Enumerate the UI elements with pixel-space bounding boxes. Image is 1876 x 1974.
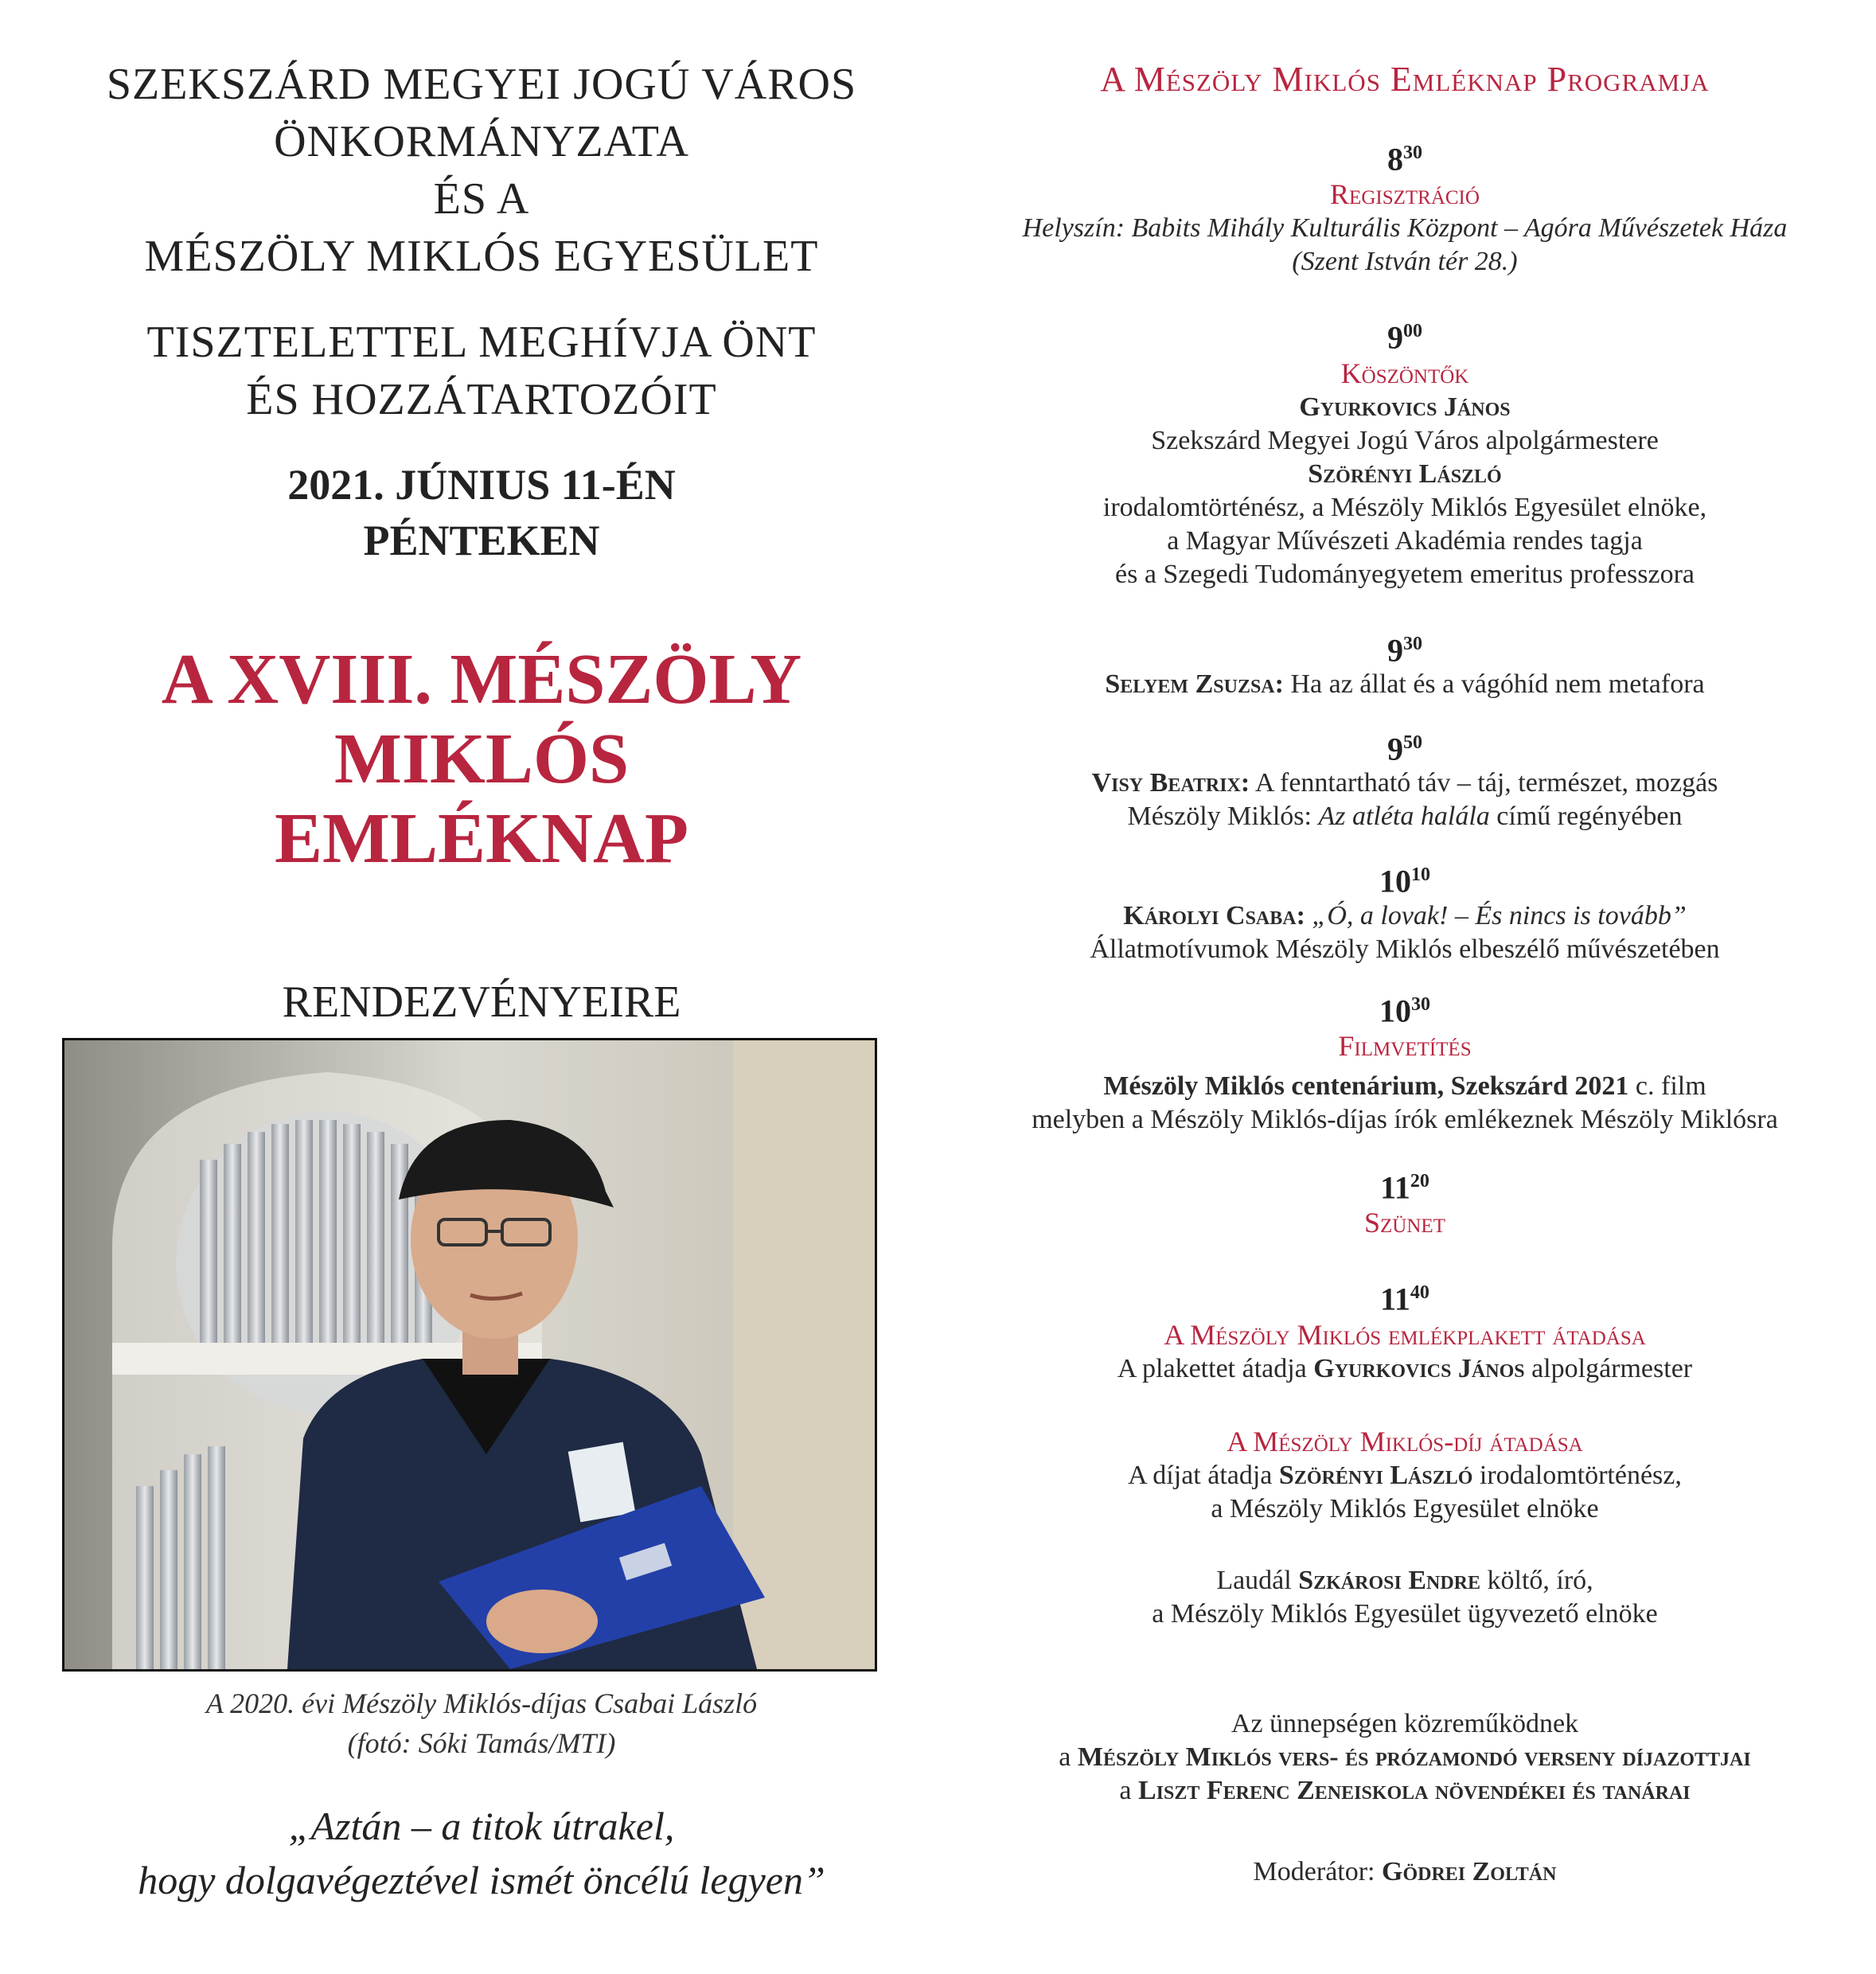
speaker-role: Szekszárd Megyei Jogú Város alpolgármestere (1151, 425, 1659, 455)
invite-line: TISZTELETTEL MEGHÍVJA ÖNT (146, 318, 817, 367)
quote-line: hogy dolgavégeztével ismét öncélú legyen” (138, 1858, 825, 1902)
program-item-talk3 (955, 857, 1855, 966)
section-title: Szünet (1364, 1207, 1445, 1239)
film-line: Mészöly Miklós centenárium, Szekszárd 2021 c. film (1103, 1071, 1706, 1101)
quote (32, 1799, 931, 1907)
program-item-registration (955, 135, 1855, 279)
contrib-intro: Az ünnepségen közreműködnek (1231, 1708, 1579, 1738)
invite-line: ÉS HOZZÁTARTOZÓIT (246, 375, 717, 424)
section-title: A Mészöly Miklós-díj átadása (1227, 1425, 1583, 1457)
rendezvenyeire-text: RENDEZVÉNYEIRE (282, 977, 681, 1027)
contrib-line: a Mészöly Miklós vers- és prózamondó verseny díjazottjai (1059, 1742, 1751, 1772)
film-desc: melyben a Mészöly Miklós-díjas írók emlékeznek Mészöly Miklósra (1032, 1104, 1778, 1134)
event-title (32, 640, 931, 879)
program-item-break (955, 1164, 1855, 1240)
section-title: Regisztráció (1330, 178, 1480, 211)
speaker-role: és a Szegedi Tudományegyetem emeritus professzora (1115, 559, 1695, 589)
speaker-name: Szörényi László (1308, 458, 1502, 489)
program-column (955, 56, 1855, 1889)
section-title: Filmvetítés (1338, 1029, 1472, 1062)
time-label: $9^{50}$ (1387, 731, 1422, 767)
caption-credit: (fotó: Sóki Tamás/MTI) (347, 1727, 616, 1759)
section-title: A Mészöly Miklós emlékplakett átadása (1164, 1318, 1646, 1351)
laudation-line: Laudál Szkárosi Endre költő, író, (1216, 1565, 1593, 1595)
venue-text: Helyszín: Babits Mihály Kulturális Központ – Agóra Művészetek Háza (1022, 213, 1788, 244)
speaker-name: Gyurkovics János (1299, 392, 1511, 422)
contrib-line: a Liszt Ferenc Zeneiskola növendékei és tanárai (1119, 1775, 1691, 1805)
talk-line: Mészöly Miklós: Az atléta halála című regényében (1127, 802, 1683, 832)
photo-caption (32, 1683, 931, 1763)
left-column (32, 56, 931, 1030)
program-item-talk2 (955, 725, 1855, 833)
title-line: A XVIII. MÉSZÖLY MIKLÓS (161, 640, 802, 798)
organizer-line: ÉS A (433, 174, 530, 224)
weekday-line: PÉNTEKEN (363, 517, 600, 564)
speaker-role: irodalomtörténész, a Mészöly Miklós Egyesület elnöke, (1102, 492, 1707, 522)
quote-line: „Aztán – a titok útrakel, (288, 1804, 675, 1848)
talk-line: Visy Beatrix: A fenntartható táv – táj, természet, mozgás (1091, 768, 1718, 798)
talk-line: Állatmotívumok Mészöly Miklós elbeszélő művészetében (1090, 934, 1720, 964)
time-label: $10^{30}$ (1379, 992, 1430, 1028)
time-label: $8^{30}$ (1387, 141, 1422, 178)
program-item-film (955, 987, 1855, 1137)
time-label: $9^{30}$ (1387, 631, 1422, 668)
time-label: $10^{10}$ (1379, 863, 1430, 899)
program-item-moderator (955, 1855, 1855, 1889)
program-item-talk1 (955, 626, 1855, 701)
title-line: EMLÉKNAP (274, 799, 688, 878)
time-label: $11^{20}$ (1380, 1169, 1429, 1206)
time-label: $9^{00}$ (1387, 319, 1422, 356)
plaque-line: A plakettet átadja Gyurkovics János alpolgármester (1117, 1353, 1693, 1383)
organizer-line: MÉSZÖLY MIKLÓS EGYESÜLET (144, 232, 819, 281)
program-item-contributors (955, 1707, 1855, 1808)
time-label: $11^{40}$ (1380, 1281, 1429, 1317)
program-item-plaque (955, 1275, 1855, 1385)
organizer-line: ÖNKORMÁNYZATA (274, 117, 689, 166)
organizer-line: SZEKSZÁRD MEGYEI JOGÚ VÁROS (106, 60, 857, 109)
portrait-photo (62, 1038, 877, 1672)
date-line: 2021. JÚNIUS 11-ÉN (287, 461, 676, 509)
program-item-prize (955, 1424, 1855, 1526)
talk-line: Károlyi Csaba: „Ó, a lovak! – És nincs is tovább” (1123, 900, 1687, 930)
program-item-laudation (955, 1564, 1855, 1631)
section-title: Köszöntők (1340, 357, 1469, 389)
caption-line: A 2020. évi Mészöly Miklós-díjas Csabai László (205, 1687, 758, 1719)
speaker-role: a Magyar Művészeti Akadémia rendes tagja (1167, 525, 1643, 556)
moderator-line: Moderátor: Gödrei Zoltán (1253, 1856, 1557, 1886)
program-title: A Mészöly Miklós Emléknap Programja (1100, 60, 1710, 99)
event-date (32, 457, 931, 568)
venue-address: (Szent István tér 28.) (1292, 247, 1518, 277)
talk-line: Selyem Zsuzsa: Ha az állat és a vágóhíd nem metafora (1105, 669, 1705, 699)
prize-line: a Mészöly Miklós Egyesület elnöke (1211, 1493, 1599, 1523)
program-item-greetings (955, 314, 1855, 591)
laudation-line: a Mészöly Miklós Egyesület ügyvezető elnöke (1152, 1598, 1658, 1629)
portrait-illustration (64, 1040, 875, 1669)
prize-line: A díjat átadja Szörényi László irodalomtörténész, (1128, 1460, 1682, 1490)
